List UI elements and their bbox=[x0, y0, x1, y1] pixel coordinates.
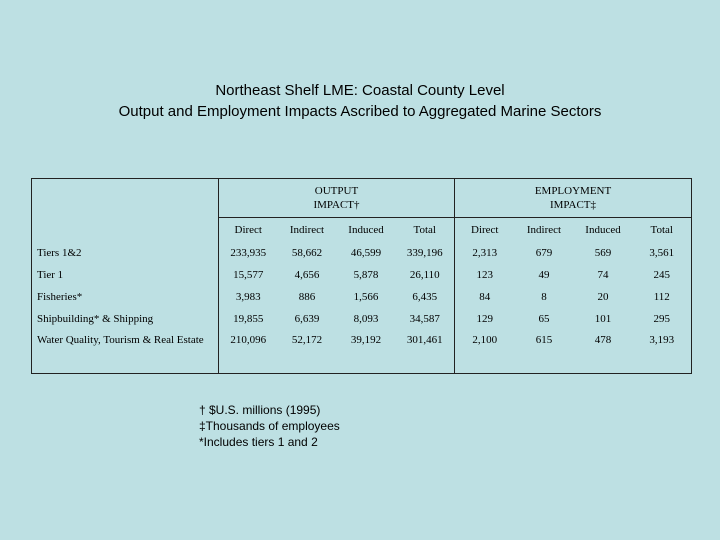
row-label: Water Quality, Tourism & Real Estate bbox=[32, 330, 219, 374]
table-cell: 295 bbox=[633, 308, 692, 330]
output-impact-header-line-1: OUTPUT bbox=[314, 185, 359, 197]
table-cell: 52,172 bbox=[278, 330, 337, 374]
table-cell: 26,110 bbox=[396, 264, 455, 286]
table-cell: 65 bbox=[538, 313, 550, 325]
table-row bbox=[32, 330, 692, 374]
table-cell: 1,566 bbox=[353, 291, 379, 303]
table-cell: 15,577 bbox=[219, 264, 278, 286]
table-cell: 74 bbox=[597, 269, 609, 281]
col-header: Indirect bbox=[515, 218, 574, 243]
employment-impact-header bbox=[455, 179, 692, 218]
table-cell: 8 bbox=[541, 291, 547, 303]
table-cell: 3,983 bbox=[219, 286, 278, 308]
table-cell: 679 bbox=[535, 247, 553, 259]
table-cell: 6,639 bbox=[294, 313, 320, 325]
row-label: Fisheries* bbox=[32, 286, 219, 308]
table-cell: 123 bbox=[476, 269, 493, 281]
footnote-currency: † $U.S. millions (1995) bbox=[199, 403, 321, 417]
table-cell: 129 bbox=[476, 313, 493, 325]
table-cell: 112 bbox=[633, 286, 692, 308]
col-header: Direct bbox=[219, 218, 278, 243]
table-cell: 245 bbox=[633, 264, 692, 286]
title-line-2: Output and Employment Impacts Ascribed to Aggregated Marine Sectors bbox=[118, 103, 602, 120]
header-corner bbox=[32, 179, 219, 218]
table-cell: 233,935 bbox=[219, 242, 278, 264]
table-cell: 301,461 bbox=[396, 330, 455, 374]
col-header: Indirect bbox=[278, 218, 337, 243]
table-cell: 20 bbox=[597, 291, 609, 303]
table-cell: 46,599 bbox=[350, 247, 382, 259]
subheader-corner bbox=[32, 218, 219, 243]
table-cell: 39,192 bbox=[337, 330, 396, 374]
table-cell: 886 bbox=[298, 291, 316, 303]
table-cell: 5,878 bbox=[353, 269, 379, 281]
impacts-table bbox=[31, 178, 692, 374]
table-cell: 615 bbox=[515, 330, 574, 374]
table-cell: 3,561 bbox=[633, 242, 692, 264]
table-cell: 19,855 bbox=[219, 308, 278, 330]
output-impact-header bbox=[219, 179, 455, 218]
table-row bbox=[32, 264, 692, 286]
table-row bbox=[32, 308, 692, 330]
table-cell: 478 bbox=[574, 330, 633, 374]
table-cell: 58,662 bbox=[291, 247, 323, 259]
table-cell: 101 bbox=[594, 313, 612, 325]
employment-impact-header-line-2: IMPACT‡ bbox=[549, 199, 597, 211]
table-cell: 4,656 bbox=[294, 269, 320, 281]
footnote-includes: *Includes tiers 1 and 2 bbox=[199, 435, 318, 449]
employment-impact-header-line-1: EMPLOYMENT bbox=[534, 185, 612, 197]
table-cell: 2,100 bbox=[455, 330, 515, 374]
title-line-1: Northeast Shelf LME: Coastal County Level bbox=[215, 82, 505, 99]
footnotes bbox=[199, 402, 340, 450]
table-cell: 49 bbox=[538, 269, 550, 281]
row-label: Shipbuilding* & Shipping bbox=[32, 308, 219, 330]
table-cell: 210,096 bbox=[219, 330, 278, 374]
row-label: Tier 1 bbox=[32, 264, 219, 286]
col-header: Total bbox=[396, 218, 455, 243]
table-cell: 3,193 bbox=[633, 330, 692, 374]
col-header: Induced bbox=[337, 218, 396, 243]
table-row bbox=[32, 242, 692, 264]
col-header: Direct bbox=[455, 218, 515, 243]
table-cell: 339,196 bbox=[396, 242, 455, 264]
table-cell: 84 bbox=[479, 291, 491, 303]
footnote-employees: ‡Thousands of employees bbox=[199, 419, 340, 433]
table-cell: 34,587 bbox=[396, 308, 455, 330]
table-cell: 6,435 bbox=[396, 286, 455, 308]
table-cell: 8,093 bbox=[353, 313, 379, 325]
output-impact-header-line-2: IMPACT† bbox=[313, 199, 360, 211]
table-cell: 569 bbox=[594, 247, 612, 259]
row-label: Tiers 1&2 bbox=[32, 242, 219, 264]
slide-title bbox=[0, 80, 720, 122]
table-row bbox=[32, 286, 692, 308]
col-header: Induced bbox=[574, 218, 633, 243]
table-cell: 2,313 bbox=[472, 247, 498, 259]
col-header: Total bbox=[633, 218, 692, 243]
